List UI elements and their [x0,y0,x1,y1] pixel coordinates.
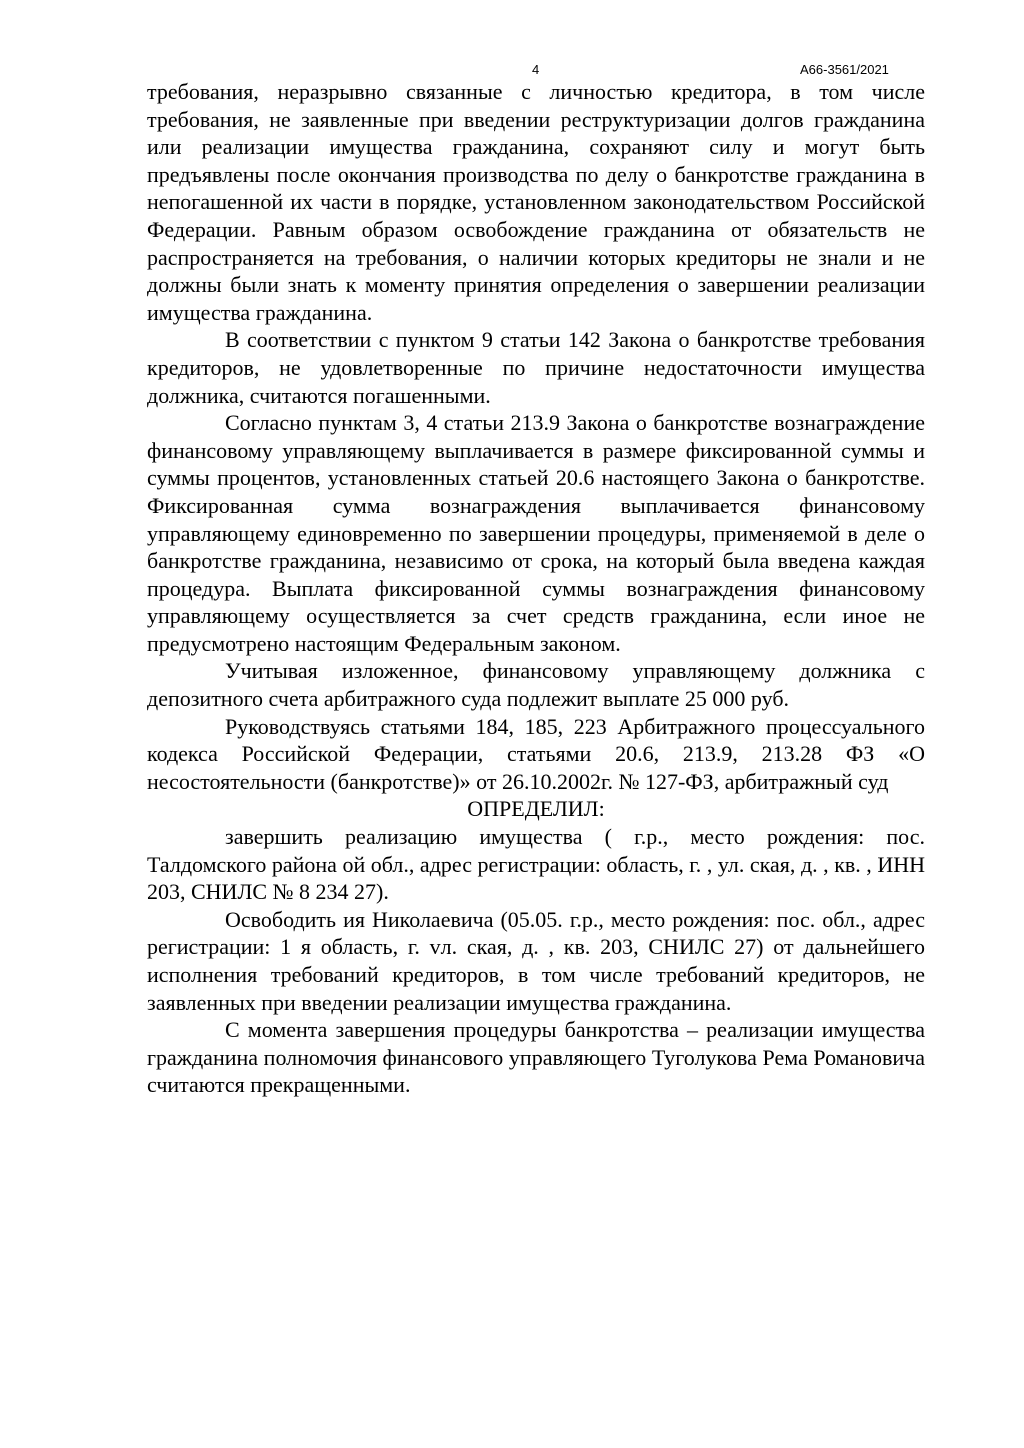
paragraph-termination: С момента завершения процедуры банкротства – реализации имущества гражданина полномочия финансового управляющего Туголукова Рема Романовича считаются прекращенными. [147,1017,925,1098]
case-number: А66-3561/2021 [800,62,889,77]
paragraph-article-142: В соответствии с пунктом 9 статьи 142 Закона о банкротстве требования кредиторов, не удовлетворенные по причине недостаточности имущества должника, считаются погашенными. [147,327,925,408]
page-number: 4 [532,62,540,77]
paragraph-continuation: требования, неразрывно связанные с личностью кредитора, в том числе требования, не заявленные при введении реструктуризации долгов гражданина или реализации имущества гражданина, сохраняют силу и могут быть предъявлены после окончания производства по делу о банкротстве гражданина в непогашенной их части в порядке, установленном законодательством Российской Федерации. Равным образом освобождение гражданина от обязательств не распространяется на требования, о наличии которых кредиторы не знали и не должны были знать к моменту принятия определения о завершении реализации имущества гражданина. [147,79,925,325]
paragraph-release: Освободить ия Николаевича (05.05. г.р., место рождения: пос. обл., адрес регистрации: 1 я область, г. vл. ская, д. , кв. 203, СНИЛС 27) от дальнейшего исполнения требований кредиторов, в том числе требований кредиторов, не заявленных при введении реализации имущества гражданина. [147,906,925,1015]
paragraph-complete-realization: завершить реализацию имущества ( г.р., место рождения: пос. Талдомского района ой обл., адрес регистрации: область, г. , ул. ская, д. , кв. , ИНН 203, СНИЛС № 8 234 27). [147,824,925,905]
page-header [0,58,1024,80]
paragraph-payment: Учитывая изложенное, финансовому управляющему должника с депозитного счета арбитражного суда подлежит выплате 25 000 руб. [147,658,925,712]
paragraph-article-213-9: Согласно пунктам 3, 4 статьи 213.9 Закона о банкротстве вознаграждение финансовому управляющему выплачивается в размере фиксированной суммы и суммы процентов, установленных статьей 20.6 настоящего Закона о банкротстве. Фиксированная сумма вознаграждения выплачивается финансовому управляющему единовременно по завершении процедуры, применяемой в деле о банкротстве гражданина, независимо от срока, на который была введена каждая процедура. Выплата фиксированной суммы вознаграждения финансовому управляющему осуществляется за счет средств гражданина, если иное не предусмотрено настоящим Федеральным законом. [147,410,925,656]
paragraph-guided-by: Руководствуясь статьями 184, 185, 223 Арбитражного процессуального кодекса Российской Федерации, статьями 20.6, 213.9, 213.28 ФЗ «О несостоятельности (банкротстве)» от 26.10.2002г. № 127-ФЗ, арбитражный суд [147,713,925,794]
ruling-heading: ОПРЕДЕЛИЛ: [467,796,605,822]
document-body [147,78,925,1099]
